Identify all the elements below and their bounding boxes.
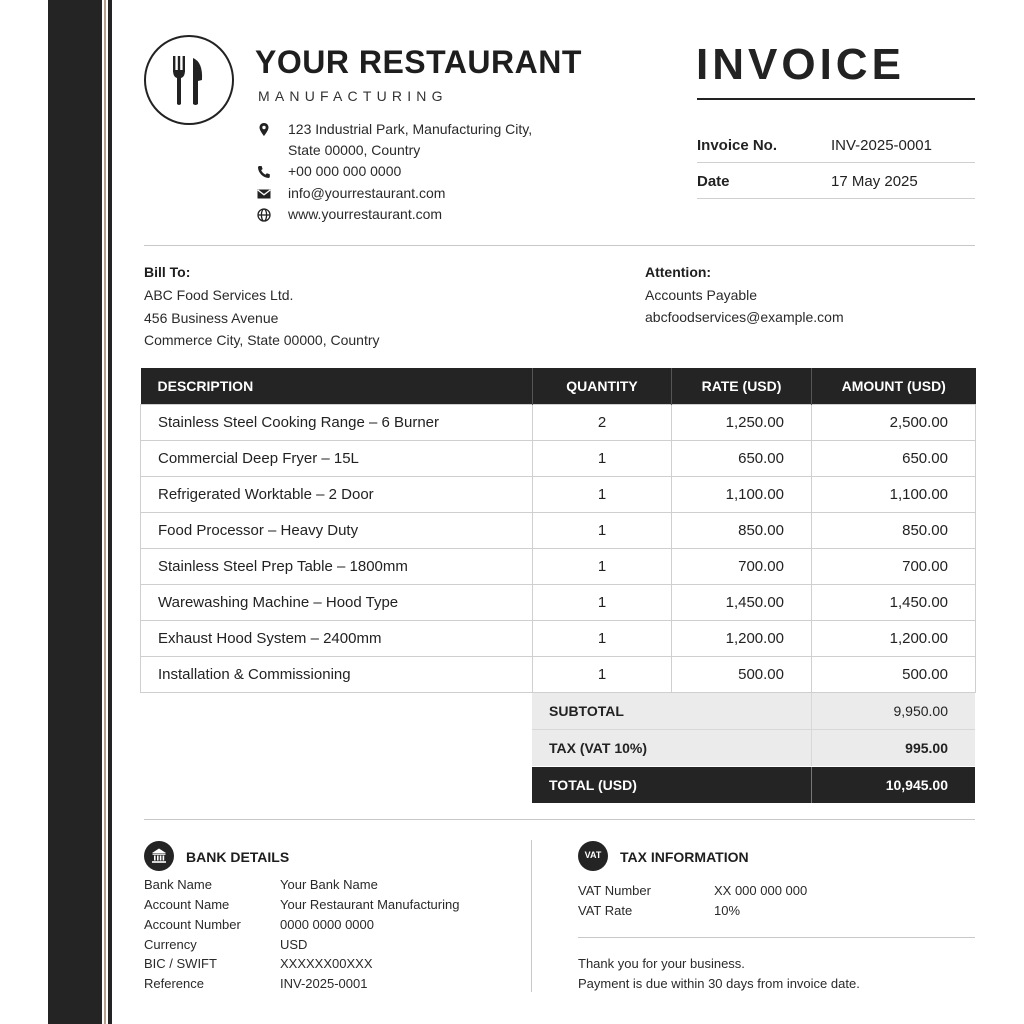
- item-rate: 650.00: [672, 441, 812, 477]
- meta-divider: [697, 198, 975, 199]
- item-rate: 850.00: [672, 513, 812, 549]
- column-header-quantity: QUANTITY: [533, 368, 672, 405]
- item-quantity: 1: [533, 657, 672, 693]
- subtotal-row: [532, 693, 975, 730]
- item-rate: 700.00: [672, 549, 812, 585]
- table-row: [141, 405, 976, 441]
- bank-field-label: Currency: [144, 937, 197, 952]
- item-rate: 1,250.00: [672, 405, 812, 441]
- totals-block: [532, 693, 975, 799]
- company-tagline: MANUFACTURING: [258, 88, 448, 104]
- tax-field-label: VAT Rate: [578, 903, 633, 918]
- vat-icon: [578, 841, 608, 871]
- table-row: [141, 621, 976, 657]
- item-description: Stainless Steel Prep Table – 1800mm: [141, 549, 533, 585]
- item-amount: 1,100.00: [812, 477, 976, 513]
- invoice-number-label: Invoice No.: [697, 137, 778, 154]
- bank-field-value: INV-2025-0001: [280, 976, 368, 991]
- vat-icon-label: VAT: [584, 850, 602, 860]
- location-pin-icon: [256, 122, 272, 138]
- attention-line: Accounts Payable: [645, 287, 758, 303]
- column-header-description: DESCRIPTION: [141, 368, 533, 405]
- bank-field-label: Account Name: [144, 897, 230, 912]
- item-quantity: 1: [533, 513, 672, 549]
- line-items-table: [140, 368, 976, 693]
- table-row: [141, 585, 976, 621]
- company-logo: [144, 35, 234, 125]
- bank-field-value: XXXXXX00XXX: [280, 956, 373, 971]
- bank-field-label: Account Number: [144, 917, 241, 932]
- fork-knife-icon: [169, 54, 209, 106]
- tax-label: TAX (VAT 10%): [549, 740, 648, 756]
- invoice-title: INVOICE: [696, 40, 905, 89]
- item-amount: 650.00: [812, 441, 976, 477]
- item-quantity: 1: [533, 621, 672, 657]
- item-rate: 1,200.00: [672, 621, 812, 657]
- bank-field-label: Reference: [144, 976, 204, 991]
- bill-to-heading: Bill To:: [144, 264, 191, 280]
- table-row: [141, 513, 976, 549]
- table-header-row: [141, 368, 976, 405]
- item-description: Refrigerated Worktable – 2 Door: [141, 477, 533, 513]
- subtotal-value: 9,950.00: [811, 693, 975, 729]
- subtotal-label: SUBTOTAL: [549, 703, 624, 719]
- invoice-date: 17 May 2025: [831, 173, 918, 190]
- bank-field-value: Your Bank Name: [280, 877, 378, 892]
- tax-row: [532, 730, 975, 766]
- footer-divider: [144, 819, 975, 820]
- item-amount: 850.00: [812, 513, 976, 549]
- bank-field-label: BIC / SWIFT: [144, 956, 217, 971]
- item-description: Commercial Deep Fryer – 15L: [141, 441, 533, 477]
- item-quantity: 1: [533, 477, 672, 513]
- tax-section-divider: [578, 937, 975, 938]
- attention-line: abcfoodservices@example.com: [645, 309, 844, 325]
- left-accent-line: [104, 0, 106, 1024]
- item-description: Warewashing Machine – Hood Type: [141, 585, 533, 621]
- bank-field-label: Bank Name: [144, 877, 212, 892]
- column-header-amount: AMOUNT (USD): [812, 368, 976, 405]
- left-thin-bar: [108, 0, 112, 1024]
- invoice-number: INV-2025-0001: [831, 137, 932, 154]
- invoice-date-label: Date: [697, 173, 730, 190]
- company-name: YOUR RESTAURANT: [255, 44, 582, 80]
- column-header-rate: RATE (USD): [672, 368, 812, 405]
- item-rate: 1,100.00: [672, 477, 812, 513]
- item-quantity: 2: [533, 405, 672, 441]
- bill-to-line: ABC Food Services Ltd.: [144, 287, 294, 303]
- footer-vertical-divider: [531, 840, 532, 992]
- email-address: info@yourrestaurant.com: [288, 185, 446, 201]
- bill-to-line: Commerce City, State 00000, Country: [144, 332, 380, 348]
- item-amount: 1,450.00: [812, 585, 976, 621]
- item-quantity: 1: [533, 549, 672, 585]
- bank-field-value: USD: [280, 937, 308, 952]
- address-line-2: State 00000, Country: [288, 142, 421, 158]
- tax-information-title: TAX INFORMATION: [620, 849, 749, 865]
- phone-number: +00 000 000 0000: [288, 163, 402, 179]
- website-url: www.yourrestaurant.com: [288, 206, 443, 222]
- bill-to-line: 456 Business Avenue: [144, 310, 279, 326]
- item-amount: 700.00: [812, 549, 976, 585]
- meta-divider: [697, 162, 975, 163]
- item-quantity: 1: [533, 585, 672, 621]
- bank-field-value: Your Restaurant Manufacturing: [280, 897, 460, 912]
- address-line-1: 123 Industrial Park, Manufacturing City,: [288, 121, 533, 137]
- tax-field-label: VAT Number: [578, 883, 651, 898]
- item-description: Exhaust Hood System – 2400mm: [141, 621, 533, 657]
- globe-icon: [256, 207, 272, 223]
- phone-icon: [256, 164, 272, 180]
- total-label: TOTAL (USD): [549, 777, 637, 793]
- left-decorative-bar: [48, 0, 102, 1024]
- item-amount: 1,200.00: [812, 621, 976, 657]
- bank-field-value: 0000 0000 0000: [280, 917, 374, 932]
- item-description: Stainless Steel Cooking Range – 6 Burner: [141, 405, 533, 441]
- tax-field-value: 10%: [714, 903, 741, 918]
- attention-heading: Attention:: [645, 264, 712, 280]
- table-row: [141, 441, 976, 477]
- table-row: [141, 657, 976, 693]
- table-row: [141, 477, 976, 513]
- total-row: [532, 767, 975, 803]
- item-quantity: 1: [533, 441, 672, 477]
- envelope-icon: [256, 186, 272, 202]
- total-value: 10,945.00: [811, 767, 975, 803]
- item-rate: 500.00: [672, 657, 812, 693]
- table-row: [141, 549, 976, 585]
- item-amount: 2,500.00: [812, 405, 976, 441]
- header-divider: [144, 245, 975, 246]
- item-amount: 500.00: [812, 657, 976, 693]
- bank-details-title: BANK DETAILS: [186, 849, 290, 865]
- tax-value: 995.00: [811, 730, 975, 766]
- bank-icon: [144, 841, 174, 871]
- thank-you-note: Thank you for your business.: [578, 956, 745, 971]
- item-description: Food Processor – Heavy Duty: [141, 513, 533, 549]
- item-description: Installation & Commissioning: [141, 657, 533, 693]
- invoice-title-rule: [697, 98, 975, 100]
- tax-field-value: XX 000 000 000: [714, 883, 808, 898]
- item-rate: 1,450.00: [672, 585, 812, 621]
- payment-terms-note: Payment is due within 30 days from invoice date.: [578, 976, 860, 991]
